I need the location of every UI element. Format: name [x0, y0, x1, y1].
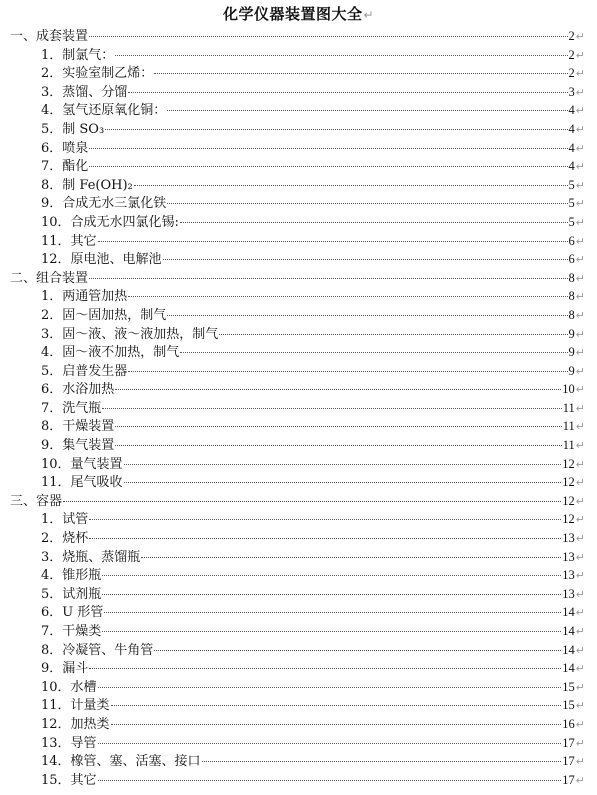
- page-number-text: 4: [568, 140, 575, 155]
- paragraph-mark-icon: ↵: [575, 179, 585, 192]
- toc-page-number: [569, 325, 585, 345]
- toc-entry[interactable]: [0, 417, 597, 436]
- toc-entry-label: 5．制 SO₃: [41, 121, 105, 137]
- toc-page-number: [562, 659, 585, 679]
- toc-entry-label: 5．试剂瓶: [41, 586, 102, 602]
- page-number-text: 11: [562, 438, 575, 453]
- paragraph-mark-icon: ↵: [575, 216, 585, 229]
- title-text: 化学仪器装置图大全: [222, 5, 363, 23]
- page-number-text: 11: [562, 419, 575, 434]
- toc-entry-label: 三、容器: [10, 493, 63, 509]
- toc-page-number: [569, 176, 585, 196]
- toc-entry[interactable]: [0, 566, 597, 585]
- paragraph-mark-icon: ↵: [575, 402, 585, 415]
- paragraph-mark-icon: ↵: [575, 626, 585, 638]
- page-number-text: 17: [562, 754, 575, 769]
- toc-entry[interactable]: [0, 64, 597, 83]
- dot-leader: [89, 519, 561, 520]
- dot-leader: [115, 55, 567, 56]
- paragraph-mark-icon: ↵: [575, 198, 585, 211]
- toc-entry[interactable]: [0, 696, 597, 715]
- page-number-text: 17: [562, 772, 575, 787]
- page-number-text: 3: [568, 84, 575, 99]
- dot-leader: [141, 557, 561, 558]
- toc-page-number: [563, 417, 585, 437]
- page-number-text: 14: [562, 605, 575, 620]
- toc-page-number: [562, 473, 585, 493]
- dot-leader: [154, 73, 567, 74]
- toc-entry[interactable]: [0, 250, 597, 269]
- toc-entry[interactable]: [0, 734, 597, 753]
- page-number-text: 14: [562, 624, 575, 638]
- paragraph-mark-icon: ↵: [575, 588, 585, 601]
- page-number-text: 4: [568, 121, 575, 136]
- page-number-text: 10: [562, 382, 575, 397]
- toc-entry-label: 10．量气装置: [41, 456, 123, 472]
- toc-entry[interactable]: [0, 641, 597, 660]
- toc-entry-label: 3．烧瓶、蒸馏瓶: [41, 549, 141, 565]
- dot-leader: [105, 129, 567, 130]
- paragraph-mark-icon: ↵: [575, 123, 585, 136]
- toc-entry-label: 1．制氯气：: [41, 47, 115, 63]
- dot-leader: [128, 92, 567, 93]
- page-number-text: 5: [568, 177, 575, 192]
- toc-page-number: [562, 585, 585, 605]
- toc-entry[interactable]: [0, 752, 597, 771]
- toc-entry-label: 9．漏斗: [41, 661, 89, 677]
- dot-leader: [63, 501, 561, 502]
- paragraph-mark-icon: ↵: [575, 681, 585, 694]
- toc-page-number: [562, 752, 585, 772]
- toc-page-number: [569, 120, 585, 140]
- paragraph-mark-icon: ↵: [575, 142, 585, 155]
- dot-leader: [89, 278, 568, 279]
- dot-leader: [89, 36, 568, 37]
- page-number-text: 9: [568, 326, 575, 341]
- page-number-text: 15: [562, 698, 575, 713]
- toc-entry[interactable]: [0, 380, 597, 399]
- toc-entry-label: 6．喷泉: [41, 140, 89, 156]
- page-number-text: 12: [562, 456, 575, 471]
- toc-entry-label: 11．尾气吸收: [41, 475, 123, 491]
- toc-entry-label: 14．橡管、塞、活塞、接口: [41, 754, 201, 770]
- toc-page-number: [569, 250, 585, 270]
- page-number-text: 2: [568, 66, 575, 81]
- dot-leader: [154, 650, 561, 651]
- dot-leader: [180, 352, 567, 353]
- paragraph-mark-icon: ↵: [575, 663, 585, 676]
- toc-entry[interactable]: [0, 678, 597, 697]
- dot-leader: [98, 687, 562, 688]
- toc-entry-label: 10．水槽: [41, 679, 97, 695]
- page-number-text: 8: [568, 307, 575, 322]
- page-number-text: 9: [568, 345, 575, 360]
- toc-entry[interactable]: [0, 120, 597, 139]
- dot-leader: [124, 464, 562, 465]
- toc-entry-label: 9．合成无水三氯化铁: [41, 196, 167, 212]
- paragraph-mark-icon: ↵: [575, 458, 585, 471]
- toc-page-number: [562, 734, 585, 754]
- toc-entry[interactable]: [0, 473, 597, 492]
- toc-entry[interactable]: [0, 213, 597, 232]
- paragraph-mark-icon: ↵: [575, 607, 585, 620]
- toc-page-number: [562, 548, 585, 568]
- toc-entry[interactable]: [0, 176, 597, 195]
- page-number-text: 13: [562, 568, 575, 583]
- toc-entry[interactable]: [0, 362, 597, 381]
- paragraph-mark-icon: ↵: [575, 570, 585, 583]
- toc-page-number: [569, 213, 585, 233]
- toc-entry[interactable]: [0, 436, 597, 455]
- dot-leader: [128, 371, 567, 372]
- toc-entry-label: 二、组合装置: [10, 270, 89, 286]
- toc-page-number: [569, 83, 585, 103]
- toc-entry-label: 4．氢气还原氧化铜：: [41, 103, 167, 119]
- dot-leader: [102, 594, 561, 595]
- paragraph-mark-icon: ↵: [575, 700, 585, 713]
- paragraph-mark-icon: ↵: [575, 551, 585, 564]
- paragraph-mark-icon: ↵: [575, 384, 585, 397]
- toc-page-number: [569, 269, 585, 289]
- toc-page-number: [563, 399, 585, 419]
- toc-entry-label: 3．固～液、液～液加热，制气: [41, 326, 219, 342]
- dot-leader: [163, 259, 568, 260]
- page-number-text: 13: [562, 586, 575, 601]
- paragraph-mark-icon: ↵: [363, 8, 375, 22]
- dot-leader: [202, 761, 562, 762]
- toc-page-number: [569, 27, 585, 47]
- toc-entry[interactable]: [0, 83, 597, 102]
- toc-entry-label: 11．计量类: [41, 698, 110, 714]
- toc-entry-label: 7．干燥类: [41, 624, 102, 639]
- paragraph-mark-icon: ↵: [575, 254, 585, 267]
- toc-entry-label: 2．实验室制乙烯：: [41, 66, 154, 82]
- toc-entry-label: 6．水浴加热: [41, 382, 115, 398]
- page-number-text: 4: [568, 159, 575, 174]
- toc-entry-label: 8．干燥装置: [41, 419, 115, 435]
- page-number-text: 9: [568, 363, 575, 378]
- toc-entry-label: 2．固～固加热，制气: [41, 307, 167, 323]
- toc-entry-label: 6．U 形管: [41, 605, 104, 621]
- toc-page-number: [569, 194, 585, 214]
- toc-page-number: [562, 641, 585, 661]
- toc-entry[interactable]: [0, 622, 597, 641]
- dot-leader: [89, 148, 567, 149]
- toc-entry-label: 1．两通管加热: [41, 289, 128, 305]
- table-of-contents: [0, 27, 597, 789]
- toc-entry-label: 8．制 Fe(OH)₂: [41, 177, 133, 193]
- toc-page-number: [569, 232, 585, 252]
- paragraph-mark-icon: ↵: [575, 533, 585, 546]
- page-number-text: 5: [568, 214, 575, 229]
- toc-entry[interactable]: [0, 510, 597, 529]
- page-number-text: 2: [568, 47, 575, 62]
- toc-page-number: [562, 492, 585, 512]
- toc-page-number: [562, 455, 585, 475]
- toc-page-number: [569, 64, 585, 84]
- toc-entry[interactable]: [0, 715, 597, 734]
- dot-leader: [98, 241, 568, 242]
- paragraph-mark-icon: ↵: [575, 86, 585, 99]
- page-number-text: 14: [562, 642, 575, 657]
- paragraph-mark-icon: ↵: [575, 477, 585, 490]
- paragraph-mark-icon: ↵: [575, 421, 585, 434]
- paragraph-mark-icon: ↵: [575, 309, 585, 322]
- toc-page-number: [569, 343, 585, 363]
- paragraph-mark-icon: ↵: [575, 31, 585, 43]
- dot-leader: [89, 166, 567, 167]
- toc-entry-label: 12．原电池、电解池: [41, 252, 162, 268]
- dot-leader: [219, 334, 567, 335]
- toc-entry-label: 10．合成无水四氯化锡:: [41, 214, 179, 230]
- toc-page-number: [562, 771, 585, 791]
- toc-page-number: [562, 510, 585, 530]
- paragraph-mark-icon: ↵: [575, 272, 585, 285]
- toc-page-number: [569, 101, 585, 121]
- dot-leader: [111, 705, 562, 706]
- toc-entry-label: 4．固～液不加热，制气: [41, 345, 180, 361]
- page-number-text: 5: [568, 196, 575, 211]
- toc-entry[interactable]: [0, 399, 597, 418]
- paragraph-mark-icon: ↵: [575, 347, 585, 360]
- dot-leader: [102, 575, 561, 576]
- toc-entry-label: 7．洗气瓶: [41, 400, 102, 416]
- toc-entry-label: 1．试管: [41, 512, 89, 528]
- page-number-text: 16: [562, 716, 575, 731]
- dot-leader: [167, 315, 567, 316]
- toc-page-number: [562, 566, 585, 586]
- toc-section-entry[interactable]: [0, 269, 597, 288]
- toc-page-number: [562, 622, 585, 642]
- toc-entry[interactable]: [0, 603, 597, 622]
- paragraph-mark-icon: ↵: [575, 235, 585, 248]
- toc-entry[interactable]: [0, 771, 597, 790]
- toc-page-number: [569, 287, 585, 307]
- toc-entry-label: 2．烧杯: [41, 531, 89, 547]
- dot-leader: [167, 203, 567, 204]
- dot-leader: [115, 445, 561, 446]
- toc-entry-label: 5．启普发生器: [41, 363, 128, 379]
- toc-entry-label: 4．锥形瓶: [41, 568, 102, 584]
- toc-entry-label: 7．酯化: [41, 159, 89, 175]
- paragraph-mark-icon: ↵: [575, 756, 585, 769]
- toc-entry-label: 12．加热类: [41, 716, 110, 732]
- toc-entry-label: 11．其它: [41, 233, 97, 249]
- page-number-text: 14: [562, 661, 575, 676]
- page-number-text: 8: [568, 289, 575, 304]
- page-number-text: 6: [568, 252, 575, 267]
- dot-leader: [115, 426, 561, 427]
- toc-entry[interactable]: [0, 139, 597, 158]
- paragraph-mark-icon: ↵: [575, 718, 585, 731]
- toc-page-number: [569, 139, 585, 159]
- toc-entry[interactable]: [0, 232, 597, 251]
- paragraph-mark-icon: ↵: [575, 440, 585, 453]
- dot-leader: [102, 631, 561, 632]
- dot-leader: [98, 780, 562, 781]
- toc-page-number: [562, 678, 585, 698]
- page-number-text: 13: [562, 549, 575, 564]
- toc-section-entry[interactable]: [0, 27, 597, 46]
- paragraph-mark-icon: ↵: [575, 365, 585, 378]
- toc-entry[interactable]: [0, 529, 597, 548]
- toc-page-number: [562, 529, 585, 549]
- toc-page-number: [569, 362, 585, 382]
- toc-entry[interactable]: [0, 659, 597, 678]
- paragraph-mark-icon: ↵: [575, 495, 585, 508]
- toc-entry[interactable]: [0, 306, 597, 325]
- page-number-text: 13: [562, 531, 575, 546]
- page-number-text: 6: [568, 233, 575, 248]
- dot-leader: [98, 743, 562, 744]
- paragraph-mark-icon: ↵: [575, 514, 585, 527]
- dot-leader: [128, 296, 567, 297]
- dot-leader: [134, 185, 568, 186]
- toc-entry-label: 9．集气装置: [41, 438, 115, 454]
- dot-leader: [111, 724, 562, 725]
- page-number-text: 11: [562, 400, 575, 415]
- paragraph-mark-icon: ↵: [575, 737, 585, 750]
- toc-page-number: [563, 436, 585, 456]
- toc-entry[interactable]: [0, 194, 597, 213]
- page-number-text: 8: [568, 270, 575, 285]
- paragraph-mark-icon: ↵: [575, 291, 585, 304]
- toc-page-number: [562, 715, 585, 735]
- toc-entry-label: 15．其它: [41, 772, 97, 788]
- toc-entry[interactable]: [0, 157, 597, 176]
- dot-leader: [115, 389, 561, 390]
- dot-leader: [89, 538, 561, 539]
- page-number-text: 12: [562, 512, 575, 527]
- page-number-text: 12: [562, 475, 575, 490]
- paragraph-mark-icon: ↵: [575, 105, 585, 118]
- toc-entry[interactable]: [0, 343, 597, 362]
- dot-leader: [89, 668, 561, 669]
- page-number-text: 15: [562, 679, 575, 694]
- toc-page-number: [562, 603, 585, 623]
- page-number-text: 4: [568, 103, 575, 118]
- paragraph-mark-icon: ↵: [575, 68, 585, 81]
- page-number-text: 17: [562, 735, 575, 750]
- toc-entry[interactable]: [0, 46, 597, 65]
- toc-page-number: [562, 380, 585, 400]
- page-number-text: 12: [562, 493, 575, 508]
- dot-leader: [167, 110, 567, 111]
- toc-page-number: [569, 306, 585, 326]
- toc-entry[interactable]: [0, 455, 597, 474]
- dot-leader: [102, 408, 561, 409]
- paragraph-mark-icon: ↵: [575, 774, 585, 787]
- dot-leader: [180, 222, 568, 223]
- toc-entry-label: 13．导管: [41, 735, 97, 751]
- toc-entry-label: 8．冷凝管、牛角管: [41, 642, 154, 658]
- toc-page-number: [562, 696, 585, 716]
- toc-entry[interactable]: [0, 325, 597, 344]
- toc-entry-label: 3．蒸馏、分馏: [41, 84, 128, 100]
- toc-section-entry[interactable]: [0, 492, 597, 511]
- paragraph-mark-icon: ↵: [575, 49, 585, 62]
- paragraph-mark-icon: ↵: [575, 328, 585, 341]
- page-number-text: 2: [568, 29, 575, 43]
- toc-entry[interactable]: [0, 548, 597, 567]
- toc-entry[interactable]: [0, 101, 597, 120]
- dot-leader: [104, 612, 561, 613]
- document-title: [0, 4, 597, 25]
- toc-page-number: [569, 157, 585, 177]
- toc-entry[interactable]: [0, 585, 597, 604]
- toc-entry-label: 一、成套装置: [10, 29, 89, 44]
- toc-page-number: [569, 46, 585, 66]
- paragraph-mark-icon: ↵: [575, 161, 585, 174]
- dot-leader: [124, 482, 562, 483]
- paragraph-mark-icon: ↵: [575, 644, 585, 657]
- toc-entry[interactable]: [0, 287, 597, 306]
